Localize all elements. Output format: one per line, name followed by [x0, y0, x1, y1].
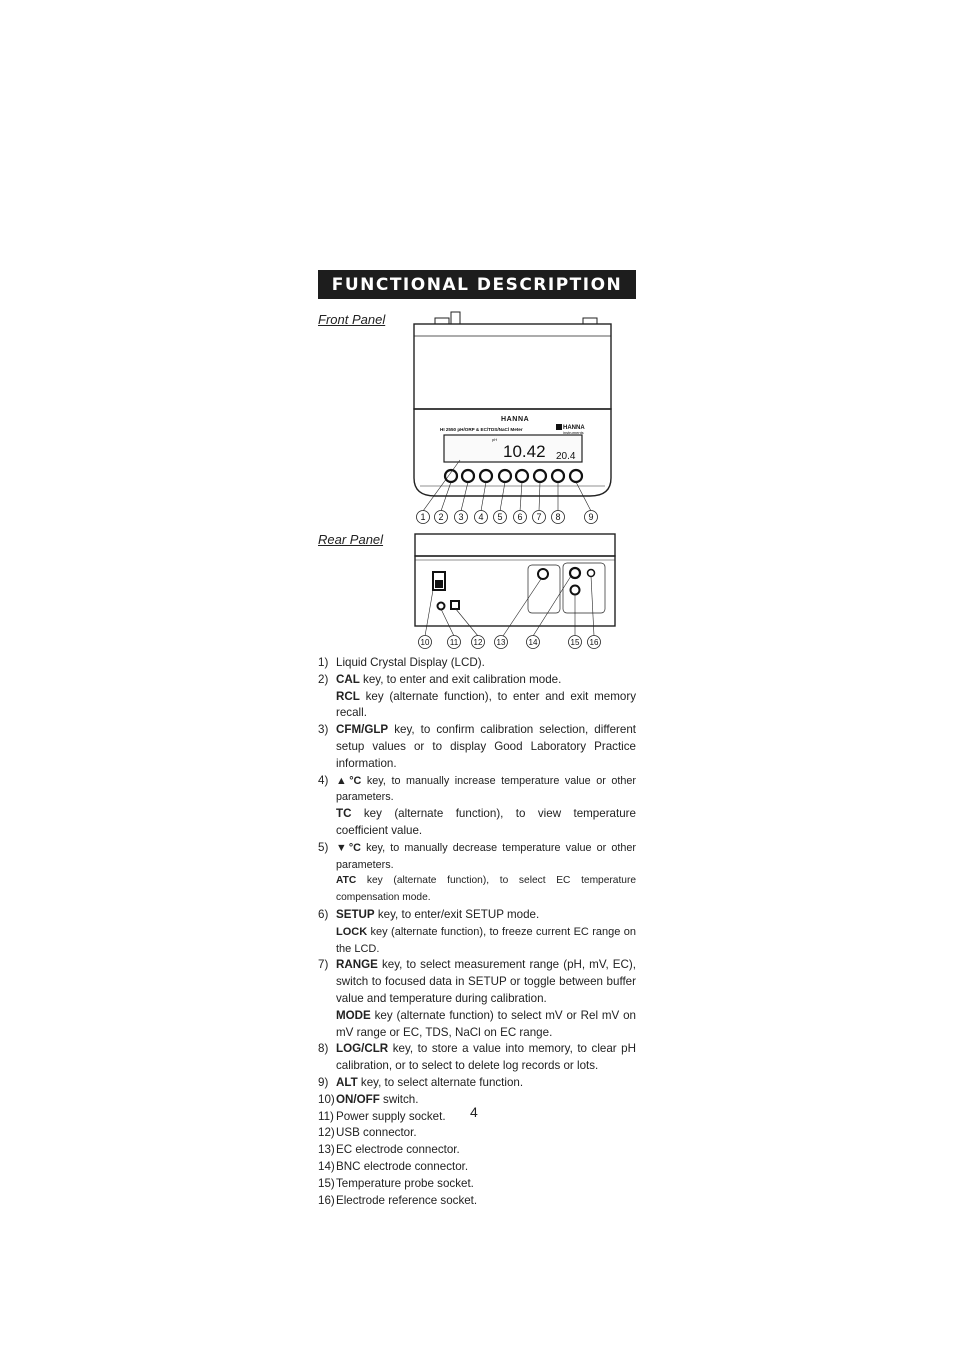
callout-6: 6 — [517, 512, 523, 522]
list-item: 12) USB connector. — [318, 1126, 417, 1140]
log-clr-key[interactable] — [552, 470, 564, 482]
list-item: 14) BNC electrode connector. — [318, 1159, 469, 1173]
bnc-connector — [570, 568, 580, 578]
callout-5: 5 — [497, 512, 503, 522]
range-key[interactable] — [534, 470, 546, 482]
list-item-alt: RCL key (alternate function), to enter and exit memory recall. — [336, 689, 636, 720]
brand-logo: HANNA — [501, 416, 530, 423]
list-item: 16) Electrode reference socket. — [318, 1193, 478, 1207]
model-name: HI 2550 pH/ORP & EC/TDS/NaCl Meter — [440, 427, 523, 432]
list-item-alt: MODE key (alternate function) to select mV or Rel mV on mV range or EC, TDS, NaCl on EC range. — [336, 1008, 636, 1039]
list-item: 1) Liquid Crystal Display (LCD). — [318, 656, 485, 669]
setup-key[interactable] — [516, 470, 528, 482]
cfm-glp-key[interactable] — [462, 470, 474, 482]
description-list — [318, 655, 636, 1209]
page-number: 4 — [470, 1104, 478, 1120]
list-item: 15) Temperature probe socket. — [318, 1176, 474, 1190]
list-item: 8) LOG/CLR key, to store a value into memory, to clear pH calibration, or to select to delete log records or lots. — [318, 1042, 636, 1073]
front-keys — [445, 470, 582, 482]
rear-panel-label: Rear Panel — [318, 532, 384, 547]
callout-14: 14 — [528, 638, 538, 647]
list-item-alt: TC key (alternate function), to view temperature coefficient value. — [336, 807, 636, 837]
temp-up-key[interactable] — [480, 470, 492, 482]
callout-11: 11 — [449, 638, 459, 647]
list-item: 9) ALT key, to select alternate function. — [318, 1075, 524, 1089]
callout-9: 9 — [588, 512, 594, 522]
brand-sub: instruments — [563, 430, 584, 435]
list-item: 10) ON/OFF switch. — [318, 1092, 419, 1106]
front-panel-label: Front Panel — [318, 312, 386, 327]
list-item-alt: ATC key (alternate function), to select EC temperature compensation mode. — [336, 875, 636, 904]
power-socket — [438, 603, 445, 610]
lcd-secondary-value: 20.4 — [556, 451, 576, 462]
list-item-alt: LOCK key (alternate function), to freeze current EC range on the LCD. — [336, 925, 636, 955]
alt-key[interactable] — [570, 470, 582, 482]
callout-16: 16 — [589, 638, 599, 647]
list-item: 5) ▼°C key, to manually decrease temperature value or other parameters. — [318, 840, 636, 871]
list-item: 2) CAL key, to enter and exit calibration mode. — [318, 672, 562, 686]
list-item: 11) Power supply socket. — [318, 1109, 446, 1123]
list-item: 13) EC electrode connector. — [318, 1143, 460, 1157]
reference-socket — [588, 570, 595, 577]
list-item: 4) ▲°C key, to manually increase temperature value or other parameters. — [318, 773, 636, 804]
callout-10: 10 — [420, 638, 430, 647]
brand-logo-right: HANNA — [563, 425, 585, 431]
cal-key[interactable] — [445, 470, 457, 482]
list-item: 3) CFM/GLP key, to confirm calibration selection, different setup values or to display Good Laboratory Practice information. — [318, 723, 636, 770]
ec-connector — [538, 569, 548, 579]
front-panel-diagram — [400, 310, 630, 530]
callout-2: 2 — [438, 512, 444, 522]
section-title: FUNCTIONAL DESCRIPTION — [318, 270, 636, 299]
list-item: 7) RANGE key, to select measurement range (pH, mV, EC), switch to focused data in SETUP or toggle between buffer value and temperature during calibration. — [318, 958, 636, 1005]
lcd-main-value: 10.42 — [503, 442, 546, 461]
callout-15: 15 — [570, 638, 580, 647]
callout-3: 3 — [458, 512, 464, 522]
callout-8: 8 — [555, 512, 561, 522]
callout-1: 1 — [420, 512, 426, 522]
callout-4: 4 — [478, 512, 484, 522]
callout-13: 13 — [496, 638, 506, 647]
temperature-socket — [571, 586, 580, 595]
rear-panel-diagram — [405, 530, 630, 655]
list-item: 6) SETUP key, to enter/exit SETUP mode. — [318, 907, 540, 921]
lcd-unit: pH — [492, 437, 498, 442]
temp-down-key[interactable] — [499, 470, 511, 482]
callout-7: 7 — [536, 512, 542, 522]
callout-12: 12 — [473, 638, 483, 647]
usb-connector — [451, 601, 459, 609]
